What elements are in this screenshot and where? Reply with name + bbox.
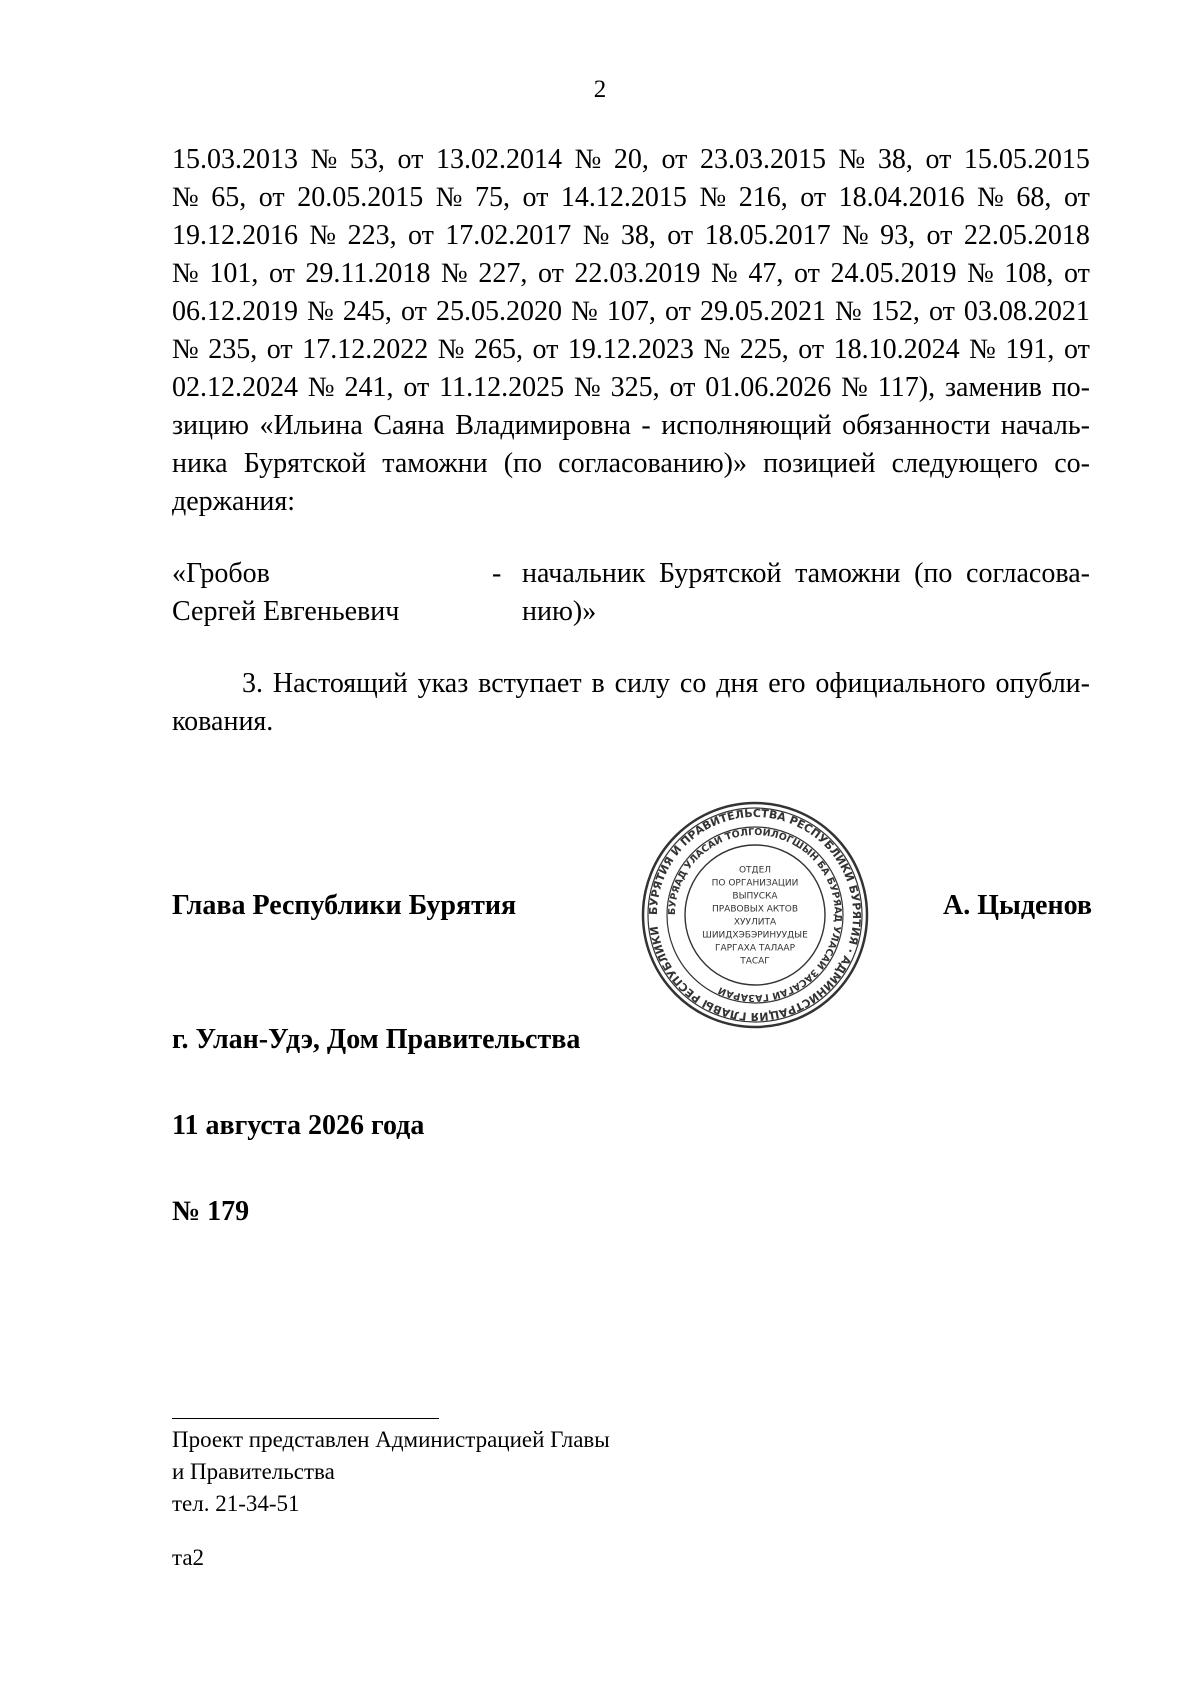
body-word: № <box>835 296 862 327</box>
body-word: - <box>641 410 651 441</box>
body-word: 107, <box>606 296 656 327</box>
body-word: от <box>258 182 285 213</box>
body-text <box>172 141 1090 521</box>
body-word: ника <box>172 448 228 479</box>
body-word: 24.05.2019 <box>830 258 957 289</box>
body-line <box>172 483 1090 521</box>
body-word: Саяна <box>373 410 445 441</box>
word: согласова- <box>966 558 1090 589</box>
body-word: № <box>310 144 338 175</box>
body-word: 22.03.2019 <box>574 258 701 289</box>
body-word: № <box>838 144 866 175</box>
page-number: 2 <box>593 76 607 103</box>
seal-center-text <box>702 866 808 967</box>
body-line <box>172 331 1090 369</box>
body-word: № <box>977 182 1004 213</box>
word: указ <box>417 668 469 699</box>
body-word: № <box>172 182 199 213</box>
body-word: заменив <box>944 372 1042 403</box>
body-line <box>172 293 1090 331</box>
body-line <box>172 369 1090 407</box>
body-line <box>172 445 1090 483</box>
body-word: 47, <box>748 258 784 289</box>
body-word: 20.05.2015 <box>297 182 424 213</box>
word: Настоящий <box>272 668 408 699</box>
body-word: 22.05.2018 <box>963 220 1090 251</box>
body-word: № <box>841 372 868 403</box>
footnote-line2: и Правительства <box>172 1459 335 1484</box>
body-word: 15.03.2013 <box>172 144 298 175</box>
clause-3 <box>172 665 1090 741</box>
person-position-line2: нию)» <box>522 596 597 627</box>
body-word: от <box>1063 182 1090 213</box>
seal-center-line: ТАСАГ <box>740 956 770 967</box>
body-word: 68, <box>1016 182 1052 213</box>
body-word: № <box>571 296 598 327</box>
body-word: 75, <box>474 182 510 213</box>
footnote-line3: тел. 21-34-51 <box>172 1491 300 1516</box>
body-word: № <box>574 144 602 175</box>
document-tag: та2 <box>172 1545 205 1570</box>
body-word: № <box>172 334 199 365</box>
signatory-name: А. Цыденов <box>942 890 1092 921</box>
body-word: 06.12.2019 <box>172 296 298 327</box>
footnote <box>172 1424 610 1520</box>
body-word: от <box>798 334 825 365</box>
body-word: зицию <box>172 410 249 441</box>
body-word: от <box>793 258 820 289</box>
body-word: согласованию)» <box>558 448 747 479</box>
body-word: 19.12.2016 <box>172 220 298 251</box>
body-word: 216, <box>738 182 788 213</box>
body-word: со- <box>1054 448 1090 479</box>
body-word: 03.08.2021 <box>963 296 1090 327</box>
body-word: № <box>582 220 610 251</box>
word: его <box>768 668 806 699</box>
seal-center-line: ХУУЛИТА <box>733 917 777 928</box>
body-word: 223, <box>347 220 397 251</box>
body-word: 38, <box>620 220 656 251</box>
person-dash: - <box>492 558 502 589</box>
body-line <box>172 407 1090 445</box>
place-of-signing: г. Улан-Удэ, Дом Правительства <box>172 1024 581 1055</box>
footnote-divider <box>172 1418 439 1419</box>
body-word: 18.10.2024 <box>833 334 960 365</box>
body-word: началь- <box>1000 410 1090 441</box>
word: официального <box>815 668 986 699</box>
body-word: № <box>307 372 335 403</box>
body-word: держания: <box>172 486 296 517</box>
body-word: № <box>967 258 994 289</box>
body-word: № <box>172 258 199 289</box>
body-word: 17.12.2022 <box>302 334 429 365</box>
body-word: 101, <box>209 258 259 289</box>
decree-date: 11 августа 2026 года <box>172 1110 425 1141</box>
body-word: 235, <box>208 334 258 365</box>
body-word: 225, <box>739 334 789 365</box>
body-word: от <box>397 144 424 175</box>
body-word: № <box>699 182 727 213</box>
word: в <box>591 668 605 699</box>
body-word: от <box>532 334 559 365</box>
body-word: от <box>268 258 295 289</box>
body-word: исполняющий <box>661 410 832 441</box>
body-word: от <box>522 182 549 213</box>
body-word: позицией <box>763 448 876 479</box>
seal-outer-text: БУРЯТИЯ И ПРАВИТЕЛЬСТВА РЕСПУБЛИКИ БУРЯТИЯ · АДМИНИСТРАЦИЯ ГЛАВЫ РЕСПУБЛИКИ <box>646 806 864 1024</box>
clause-3-line1 <box>172 665 1090 703</box>
seal-center-line: ОТДЕЛ <box>738 865 772 876</box>
word: таможни <box>795 558 901 589</box>
seal-center-line: ГАРГАХА ТАЛААР <box>714 943 796 954</box>
body-word: «Ильина <box>259 410 363 441</box>
body-word: 108, <box>1004 258 1054 289</box>
body-word: 227, <box>478 258 528 289</box>
word: начальник <box>522 558 646 589</box>
body-word: от <box>407 220 434 251</box>
body-word: от <box>1063 334 1090 365</box>
seal-center-line: ПО ОРГАНИЗАЦИИ <box>711 878 799 889</box>
body-word: 20, <box>613 144 649 175</box>
body-word: от <box>661 144 688 175</box>
body-word: № <box>574 372 601 403</box>
body-word: № <box>435 182 463 213</box>
body-word: 265, <box>473 334 523 365</box>
body-word: 245, <box>342 296 392 327</box>
body-word: № <box>309 220 337 251</box>
body-word: 325, <box>610 372 660 403</box>
word: дня <box>716 668 759 699</box>
person-position-line1 <box>522 555 1090 593</box>
body-line <box>172 141 1090 179</box>
body-line <box>172 255 1090 293</box>
body-word: от <box>403 372 430 403</box>
body-word: № <box>441 258 468 289</box>
body-word: от <box>401 296 427 327</box>
body-word: № <box>711 258 738 289</box>
body-word: от <box>266 334 293 365</box>
body-word: от <box>926 220 953 251</box>
body-word: 29.11.2018 <box>305 258 431 289</box>
body-word: 11.12.2025 <box>439 372 565 403</box>
body-word: от <box>667 220 694 251</box>
body-word: 18.04.2016 <box>838 182 965 213</box>
body-word: Владимировна <box>455 410 631 441</box>
word: со <box>679 668 707 699</box>
body-word: 14.12.2015 <box>560 182 687 213</box>
decree-number: № 179 <box>172 1196 250 1227</box>
body-word: 18.05.2017 <box>704 220 831 251</box>
body-word: № <box>703 334 731 365</box>
word: (по <box>914 558 953 589</box>
body-word: 117), <box>877 372 936 403</box>
body-word: от <box>928 296 955 327</box>
body-word: от <box>925 144 952 175</box>
body-word: 241, <box>344 372 394 403</box>
body-word: от <box>800 182 827 213</box>
person-name-line2: Сергей Евгеньевич <box>172 596 400 627</box>
seal-center-line: ПРАВОВЫХ АКТОВ <box>711 904 799 915</box>
body-word: 02.12.2024 <box>172 372 298 403</box>
body-word: от <box>537 258 564 289</box>
body-word: 01.06.2026 <box>705 372 832 403</box>
body-word: 191, <box>1005 334 1055 365</box>
body-line <box>172 217 1090 255</box>
seal-center-line: ШИИДХЭБЭРИНУУДЫЕ <box>702 930 808 941</box>
body-line <box>172 179 1090 217</box>
word: Бурятской <box>659 558 782 589</box>
body-word: по- <box>1051 372 1090 403</box>
body-word: № <box>307 296 334 327</box>
body-word: 65, <box>211 182 247 213</box>
body-word: № <box>969 334 996 365</box>
body-word: таможни <box>382 448 488 479</box>
body-word: 13.02.2014 <box>435 144 562 175</box>
body-word: 23.03.2015 <box>699 144 826 175</box>
body-word: 53, <box>349 144 385 175</box>
body-word: обязанности <box>842 410 991 441</box>
body-word: 93, <box>880 220 916 251</box>
body-word: 17.02.2017 <box>445 220 572 251</box>
body-word: 15.05.2015 <box>963 144 1090 175</box>
seal-inner-text: БУРЯАД УЛАСАЙ ТОЛГОЙЛОГШЫН БА БУРЯАД УЛАСАЙ ЗАСАГАЙ ГАЗАРАЙ <box>666 826 844 1004</box>
body-word: № <box>841 220 869 251</box>
word: вступает <box>478 668 582 699</box>
clause-3-line2: кования. <box>172 706 274 737</box>
body-word: Бурятской <box>243 448 367 479</box>
footnote-line1: Проект представлен Администрацией Главы <box>172 1427 610 1452</box>
body-word: 38, <box>877 144 913 175</box>
body-word: (по <box>503 448 543 479</box>
body-word: от <box>664 296 691 327</box>
body-word: 25.05.2020 <box>435 296 562 327</box>
body-word: 19.12.2023 <box>567 334 694 365</box>
signatory-title: Глава Республики Бурятия <box>172 890 517 921</box>
word: опубли- <box>995 668 1090 699</box>
body-word: следующего <box>891 448 1039 479</box>
seal-center-line: ВЫПУСКА <box>732 891 778 902</box>
official-seal <box>640 800 870 1030</box>
body-word: 29.05.2021 <box>699 296 826 327</box>
word: 3. <box>242 668 263 699</box>
person-name-line1: «Гробов <box>172 558 270 589</box>
word: силу <box>614 668 671 699</box>
body-word: от <box>1064 258 1090 289</box>
body-word: № <box>437 334 465 365</box>
body-word: 152, <box>870 296 920 327</box>
body-word: от <box>669 372 696 403</box>
